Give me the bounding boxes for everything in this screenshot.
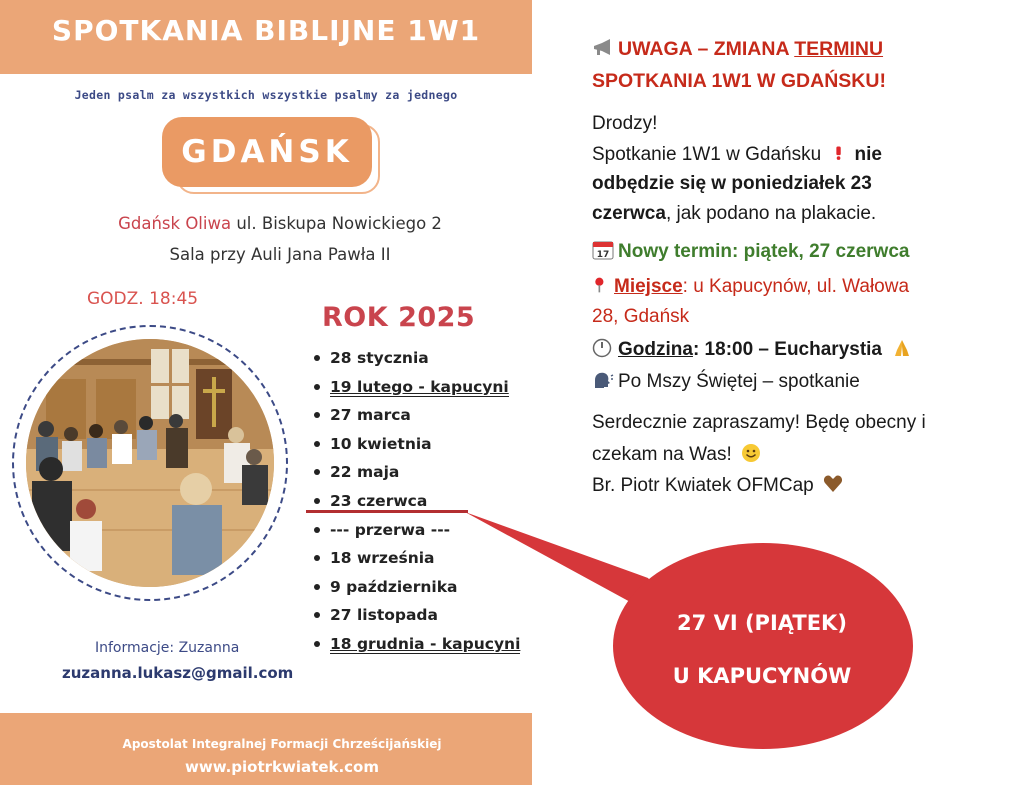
cancel-notice-line3: czerwca, jak podano na plakacie. (592, 203, 877, 224)
date-item: 19 lutego - kapucyni (314, 378, 520, 407)
contact-label: Informacje: Zuzanna (95, 640, 240, 656)
date-item-break: --- przerwa --- (314, 521, 520, 550)
date-item-cancelled: 23 czerwca (314, 492, 520, 521)
callout-line-2: U KAPUCYNÓW (672, 664, 852, 688)
after-mass-line: Po Mszy Świętej – spotkanie (592, 370, 860, 393)
date-item: 10 kwietnia (314, 435, 520, 464)
cancel-notice-line2: odbędzie się w poniedziałek 23 (592, 173, 872, 194)
address-place: Gdańsk Oliwa (118, 214, 232, 233)
date-item: 18 grudnia - kapucyni (314, 635, 520, 664)
clock-icon (592, 338, 614, 358)
announcement-heading: UWAGA – ZMIANA TERMINU (592, 38, 883, 61)
megaphone-icon (592, 38, 614, 58)
date-item: 27 listopada (314, 606, 520, 635)
place-line: Miejsce: u Kapucynów, ul. Wałowa (592, 275, 909, 298)
date-item: 18 września (314, 549, 520, 578)
callout-line-1: 27 VI (PIĄTEK) (677, 611, 847, 635)
cancel-notice-line1: Spotkanie 1W1 w Gdańsku nie (592, 144, 882, 165)
signature-line: Br. Piotr Kwiatek OFMCap (592, 474, 849, 497)
poster-tagline: Jeden psalm za wszystkich wszystkie psalmy za jednego (74, 88, 458, 102)
contact-email: zuzanna.lukasz@gmail.com (62, 664, 294, 682)
svg-text:17: 17 (596, 250, 610, 260)
pin-icon (592, 275, 610, 295)
meeting-time: GODZ. 18:45 (87, 289, 199, 309)
date-item: 28 stycznia (314, 349, 520, 378)
announcement-heading-line2: SPOTKANIA 1W1 W GDAŃSKU! (592, 70, 886, 92)
footer-url: www.piotrkwiatek.com (184, 758, 379, 776)
date-item: 27 marca (314, 406, 520, 435)
invitation-line2: czekam na Was! (592, 443, 767, 466)
new-date-line: 17 Nowy termin: piątek, 27 czerwca (592, 240, 909, 263)
address-street: ul. Biskupa Nowickiego 2 (236, 214, 442, 233)
callout-ellipse (613, 543, 913, 749)
calendar-icon (592, 240, 614, 260)
smile-icon (741, 443, 763, 463)
address-hall: Sala przy Auli Jana Pawła II (169, 245, 391, 264)
city-badge: GDAŃSK (162, 117, 372, 187)
praying-hands-icon (891, 338, 913, 358)
footer-organization: Apostolat Integralnej Formacji Chrześcijańskiej (122, 737, 442, 751)
date-item: 22 maja (314, 463, 520, 492)
invitation-line1: Serdecznie zapraszamy! Będę obecny i (592, 412, 926, 433)
place-line-2: 28, Gdańsk (592, 306, 690, 327)
poster-title: SPOTKANIA BIBLIJNE 1W1 (51, 14, 481, 47)
speaking-head-icon (592, 370, 614, 390)
exclamation-icon (832, 143, 848, 163)
date-item: 9 października (314, 578, 520, 607)
hour-line: Godzina: 18:00 – Eucharystia (592, 338, 917, 361)
greeting: Drodzy! (592, 113, 658, 134)
year-title: ROK 2025 (322, 302, 476, 333)
brown-heart-icon (823, 474, 845, 494)
heading-underlined-word: TERMINU (794, 38, 884, 60)
